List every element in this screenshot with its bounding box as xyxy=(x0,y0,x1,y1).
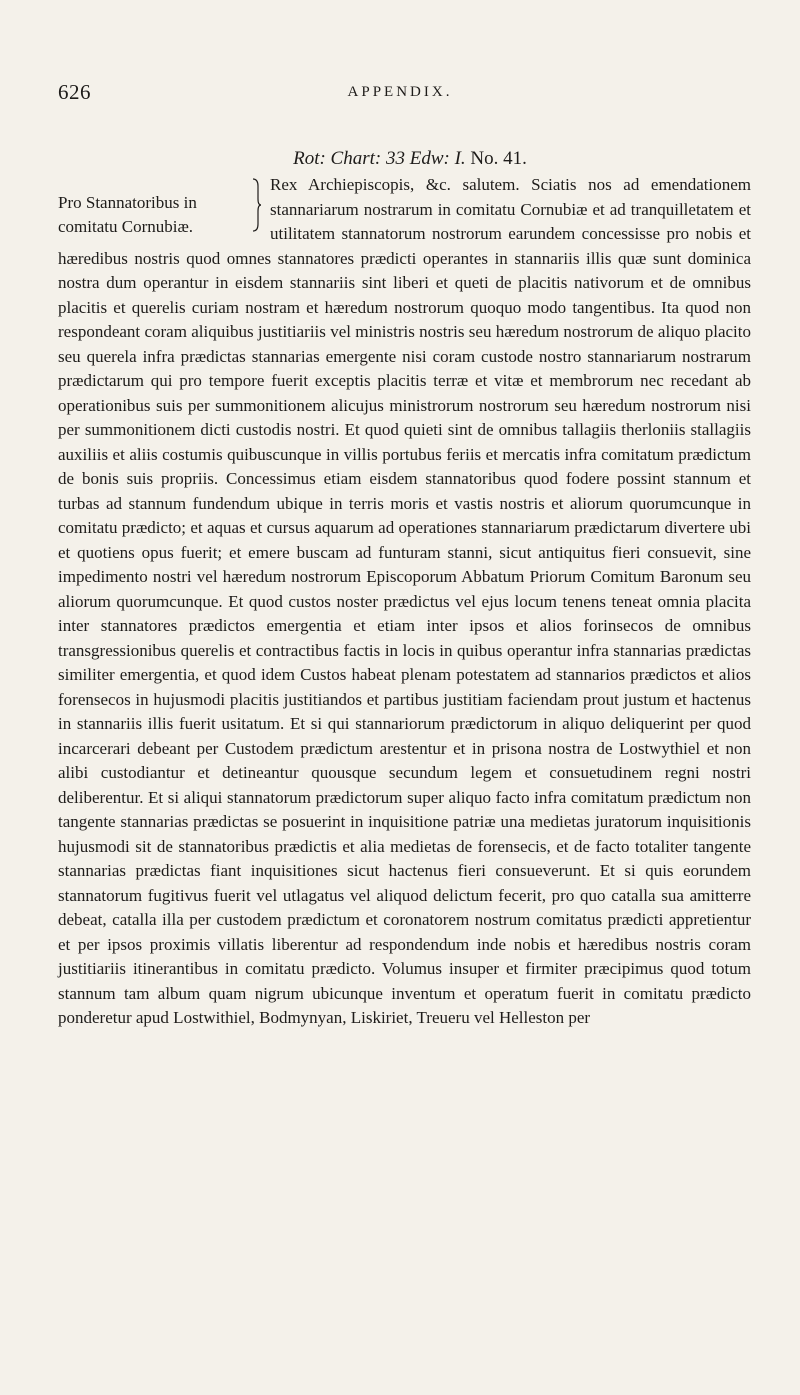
document-body xyxy=(58,173,751,1031)
running-head: APPENDIX. xyxy=(347,84,453,100)
citation-value: 33 Edw: I. xyxy=(385,148,466,169)
source-citation xyxy=(0,148,800,170)
citation-number: No. 41. xyxy=(470,148,527,169)
marginal-note: Pro Stannatoribus in comitatu Cornubiæ. xyxy=(58,193,197,236)
body-paragraph: Rex Archiepiscopis, &c. salutem. Sciatis nos ad emendationem stannariarum nostrarum in comitatu Cornubiæ et ad tranquilletatem et utilitatem stannatorum nostrorum earundem concessisse pro nobis et hæredibus nostris quod omnes stannatores prædicti operantes in stannariis illis quæ sunt dominica nostra dum operantur in eisdem stannariis sint liberi et queti de placitis nativorum et de omnibus placitis et querelis curiam nostram et hæredum nostrorum quoquo modo tangentibus. Ita quod non respondeant coram aliquibus justitiariis vel ministris nostris seu hæredum nostrorum de aliquo placito seu querela infra prædictas stannarias emergente nisi coram custode nostro stannariarum nostrarum prædictarum qui pro tempore fuerit exceptis placitis terræ et vitæ et membrorum nec recedant ab operationibus suis per summonitionem alicujus ministrorum nostrorum seu hæredum nostrorum nisi per summonitionem dicti custodis nostri. Et quod quieti sint de omnibus tallagiis therloniis stallagiis auxiliis et aliis costumis quibuscunque in villis portubus feriis et mercatis infra comitatum prædictum de bonis suis propriis. Concessimus etiam eisdem stannatoribus quod fodere possint stannum et turbas ad stannum fundendum ubique in terris moris et vastis nostris et aliorum quorumcunque in comitatu prædicto; et aquas et cursus aquarum ad operationes stannariarum prædictarum divertere ubi et quotiens opus fuerit; et emere buscam ad funturam stanni, sicut antiquitus fieri consuevit, sine impedimento nostri vel hæredum nostrorum Episcoporum Abbatum Priorum Comitum Baronum seu aliorum quorumcunque. Et quod custos noster prædictus vel ejus locum tenens teneat omnia placita inter stannatores prædictos emergentia et etiam inter ipsos et alios forinsecos de omnibus transgressionibus querelis et contractibus factis in locis in quibus operantur infra stannarias prædictas similiter emergentia, et quod idem Custos habeat plenam potestatem ad stannarios prædictos et alios forensecos in hujusmodi placitis justitiandos et partibus justitiam faciendam prout justum et hactenus in stannariis illis fuerit usitatum. Et si qui stannariorum prædictorum in aliquo deliquerint per quod incarcerari debeant per Custodem prædictum arestentur et in prisona nostra de Lostwythiel et non alibi custodiantur et detineantur quousque secundum legem et consuetudinem regni nostri deliberentur. Et si aliqui stannatorum prædictorum super aliquo facto infra comitatum prædictum non tangente stannarias prædictas se posuerint in inquisitione patriæ una medietas juratorum inquisitionis hujusmodi sit de stannatoribus prædictis et alia medietas de forensecis, et de facto totaliter tangente stannarias prædictas fiant inquisitiones sicut hactenus fieri consueverunt. Et si quis eorundem stannatorum fugitivus fuerit vel utlagatus vel aliquod delictum fecerit, pro quo catalla sua amitterre debeat, catalla illa per custodem prædictum et coronatorem nostrum comitatus prædicti appretientur et per ipsos proximis villatis liberentur ad respondendum inde nobis et hæredibus nostris coram justitiariis itinerantibus in comitatu prædicto. Volumus insuper et firmiter præcipimus quod totum stannum tam album quam nigrum ubicunque inventum et operatum fuerit in comitatu prædicto ponderetur apud Lostwithiel, Bodmynyan, Liskiriet, Treueru vel Helleston per xyxy=(58,175,751,1027)
citation-label: Rot: Chart: xyxy=(293,148,382,169)
page-number: 626 xyxy=(58,80,91,104)
